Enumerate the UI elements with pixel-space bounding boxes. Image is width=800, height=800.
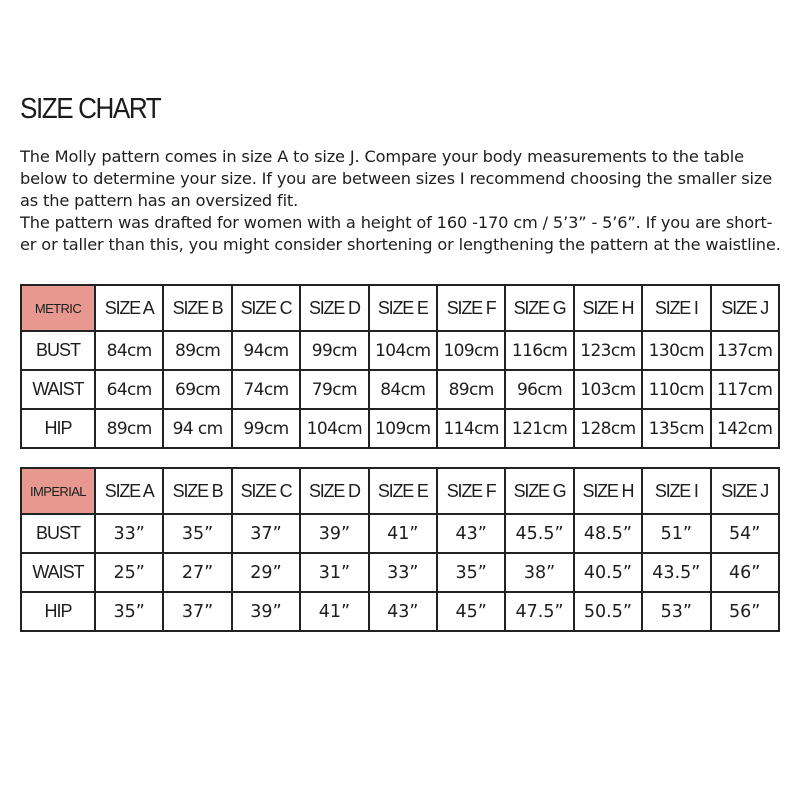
size-column-header: SIZE C	[232, 285, 300, 331]
size-column-header: SIZE D	[300, 468, 368, 514]
table-cell: 41”	[369, 514, 437, 553]
table-cell: 46”	[711, 553, 779, 592]
table-row-bust	[21, 514, 779, 553]
table-cell: 99cm	[232, 409, 300, 448]
metric-size-table	[20, 284, 780, 449]
size-column-header: SIZE H	[574, 468, 642, 514]
table-cell: 54”	[711, 514, 779, 553]
table-cell: 39”	[232, 592, 300, 631]
table-cell: 123cm	[574, 331, 642, 370]
size-column-header: SIZE H	[574, 285, 642, 331]
table-cell: 110cm	[642, 370, 710, 409]
row-label: WAIST	[21, 370, 95, 409]
size-column-header: SIZE G	[505, 285, 573, 331]
intro-line: below to determine your size. If you are between sizes I recommend choosing the smaller size	[20, 169, 773, 188]
table-cell: 35”	[437, 553, 505, 592]
table-header-row	[21, 285, 779, 331]
size-column-header: SIZE E	[369, 285, 437, 331]
intro-paragraph-2	[20, 212, 780, 256]
intro-line: er or taller than this, you might consider shortening or lengthening the pattern at the waistline.	[20, 235, 781, 254]
page-title: SIZE CHART	[20, 93, 161, 125]
table-cell: 50.5”	[574, 592, 642, 631]
size-column-header: SIZE D	[300, 285, 368, 331]
table-cell: 43”	[437, 514, 505, 553]
table-row-hip	[21, 592, 779, 631]
row-label: BUST	[21, 514, 95, 553]
size-column-header: SIZE E	[369, 468, 437, 514]
size-column-header: SIZE F	[437, 285, 505, 331]
table-cell: 35”	[95, 592, 163, 631]
table-row-bust	[21, 331, 779, 370]
table-cell: 84cm	[369, 370, 437, 409]
size-column-header: SIZE I	[642, 468, 710, 514]
table-cell: 51”	[642, 514, 710, 553]
table-cell: 114cm	[437, 409, 505, 448]
table-cell: 64cm	[95, 370, 163, 409]
table-cell: 79cm	[300, 370, 368, 409]
table-cell: 37”	[232, 514, 300, 553]
table-cell: 43”	[369, 592, 437, 631]
table-cell: 121cm	[505, 409, 573, 448]
table-row-waist	[21, 370, 779, 409]
table-cell: 40.5”	[574, 553, 642, 592]
table-cell: 104cm	[369, 331, 437, 370]
table-cell: 37”	[163, 592, 231, 631]
table-cell: 109cm	[369, 409, 437, 448]
intro-line: as the pattern has an oversized fit.	[20, 191, 299, 210]
table-cell: 31”	[300, 553, 368, 592]
table-cell: 128cm	[574, 409, 642, 448]
table-cell: 41”	[300, 592, 368, 631]
intro-text	[20, 146, 780, 256]
intro-paragraph-1	[20, 146, 780, 212]
table-cell: 103cm	[574, 370, 642, 409]
table-row-hip	[21, 409, 779, 448]
row-label: HIP	[21, 409, 95, 448]
table-cell: 25”	[95, 553, 163, 592]
table-cell: 89cm	[95, 409, 163, 448]
size-column-header: SIZE F	[437, 468, 505, 514]
table-header-row	[21, 468, 779, 514]
size-column-header: SIZE A	[95, 285, 163, 331]
table-cell: 29”	[232, 553, 300, 592]
table-cell: 33”	[95, 514, 163, 553]
table-cell: 27”	[163, 553, 231, 592]
table-cell: 116cm	[505, 331, 573, 370]
table-cell: 137cm	[711, 331, 779, 370]
table-cell: 47.5”	[505, 592, 573, 631]
table-cell: 130cm	[642, 331, 710, 370]
size-column-header: SIZE B	[163, 468, 231, 514]
size-column-header: SIZE J	[711, 468, 779, 514]
table-cell: 99cm	[300, 331, 368, 370]
table-cell: 39”	[300, 514, 368, 553]
row-label: BUST	[21, 331, 95, 370]
size-column-header: SIZE J	[711, 285, 779, 331]
size-column-header: SIZE G	[505, 468, 573, 514]
unit-label: IMPERIAL	[21, 468, 95, 514]
intro-line: The Molly pattern comes in size A to size J. Compare your body measurements to the table	[20, 147, 744, 166]
imperial-size-table	[20, 467, 780, 632]
table-row-waist	[21, 553, 779, 592]
table-cell: 43.5”	[642, 553, 710, 592]
table-cell: 45.5”	[505, 514, 573, 553]
size-column-header: SIZE C	[232, 468, 300, 514]
table-cell: 94cm	[232, 331, 300, 370]
unit-label: METRIC	[21, 285, 95, 331]
table-cell: 96cm	[505, 370, 573, 409]
table-cell: 104cm	[300, 409, 368, 448]
table-cell: 53”	[642, 592, 710, 631]
size-column-header: SIZE I	[642, 285, 710, 331]
size-column-header: SIZE A	[95, 468, 163, 514]
table-cell: 56”	[711, 592, 779, 631]
table-cell: 89cm	[437, 370, 505, 409]
table-cell: 94 cm	[163, 409, 231, 448]
table-cell: 45”	[437, 592, 505, 631]
table-cell: 117cm	[711, 370, 779, 409]
row-label: HIP	[21, 592, 95, 631]
intro-line: The pattern was drafted for women with a height of 160 -170 cm / 5’3” - 5’6”. If you are short-	[20, 213, 773, 232]
table-cell: 135cm	[642, 409, 710, 448]
table-cell: 33”	[369, 553, 437, 592]
table-cell: 89cm	[163, 331, 231, 370]
table-cell: 109cm	[437, 331, 505, 370]
table-cell: 69cm	[163, 370, 231, 409]
size-column-header: SIZE B	[163, 285, 231, 331]
table-cell: 74cm	[232, 370, 300, 409]
table-cell: 35”	[163, 514, 231, 553]
table-cell: 48.5”	[574, 514, 642, 553]
table-cell: 38”	[505, 553, 573, 592]
table-cell: 84cm	[95, 331, 163, 370]
row-label: WAIST	[21, 553, 95, 592]
table-cell: 142cm	[711, 409, 779, 448]
